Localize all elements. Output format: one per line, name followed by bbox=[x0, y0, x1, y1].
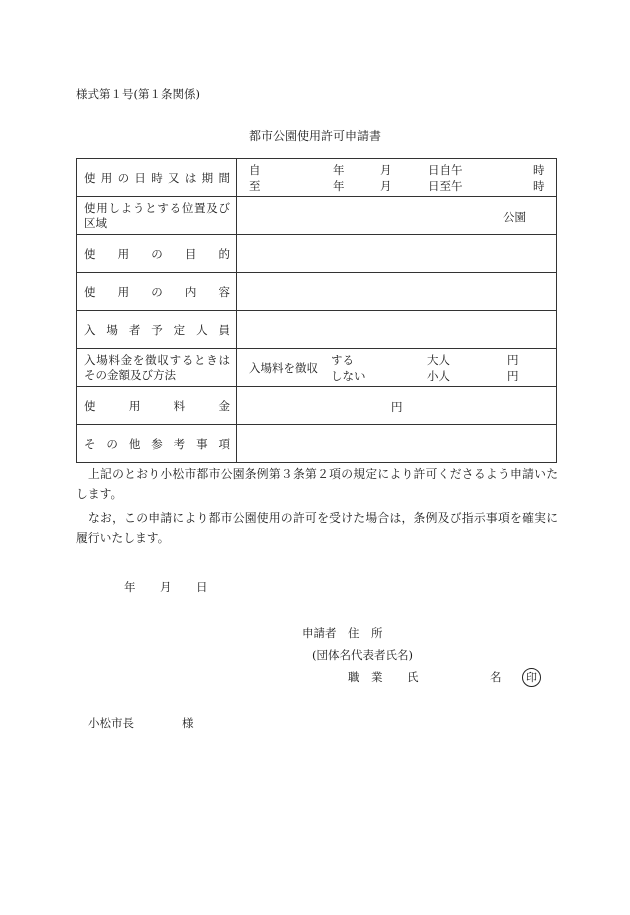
name-label-2: 名 bbox=[490, 670, 502, 684]
seal-mark: 印 bbox=[522, 668, 541, 687]
park-suffix: 公園 bbox=[503, 210, 526, 224]
year-to: 年 bbox=[333, 179, 345, 193]
name-label-1: 氏 bbox=[407, 670, 419, 684]
row-location bbox=[77, 197, 557, 235]
child-yen: 円 bbox=[507, 369, 519, 383]
compliance-paragraph: なお，この申請により都市公園使用の許可を受けた場合は，条例及び指示事項を確実に履行いたします。 bbox=[76, 511, 558, 545]
occupation-label: 職 業 bbox=[348, 670, 383, 684]
day-to: 日至午 bbox=[428, 179, 463, 193]
period-label: 使用の日時又は期間 bbox=[77, 159, 237, 197]
hour-to: 時 bbox=[533, 179, 545, 193]
date-year: 年 bbox=[124, 580, 136, 594]
purpose-label: 使用の目的 bbox=[77, 235, 237, 273]
fee-no-option[interactable]: しない bbox=[331, 369, 366, 383]
location-label: 使用しようとする位置及び区域 bbox=[77, 197, 237, 235]
fee-collect-inner-label: 入場料を徴収 bbox=[249, 361, 318, 375]
month-to: 月 bbox=[380, 179, 392, 193]
form-number: 様式第１号(第１条関係) bbox=[76, 87, 200, 101]
content-label: 使用の内容 bbox=[77, 273, 237, 311]
usage-fee-cell[interactable] bbox=[237, 387, 557, 425]
other-label: その他参考事項 bbox=[77, 425, 237, 463]
application-form-table bbox=[76, 158, 557, 463]
attendance-cell[interactable] bbox=[237, 311, 557, 349]
purpose-cell[interactable] bbox=[237, 235, 557, 273]
content-cell[interactable] bbox=[237, 273, 557, 311]
child-label: 小人 bbox=[427, 369, 450, 383]
day-from: 日自午 bbox=[428, 163, 463, 177]
addressee-mayor: 小松市長 bbox=[88, 716, 134, 730]
fee-collect-label: 入場料金を徴収するときはその金額及び方法 bbox=[77, 349, 237, 387]
location-cell[interactable] bbox=[237, 197, 557, 235]
document-title: 都市公園使用許可申請書 bbox=[248, 129, 381, 143]
month-from: 月 bbox=[380, 163, 392, 177]
row-attendance bbox=[77, 311, 557, 349]
fee-collect-cell[interactable] bbox=[237, 349, 557, 387]
usage-fee-label: 使用料金 bbox=[77, 387, 237, 425]
to-label: 至 bbox=[249, 179, 261, 193]
row-purpose bbox=[77, 235, 557, 273]
date-month: 月 bbox=[160, 580, 172, 594]
row-period bbox=[77, 159, 557, 197]
row-usage-fee bbox=[77, 387, 557, 425]
applicant-label: 申請者 bbox=[302, 626, 337, 640]
row-fee-collect bbox=[77, 349, 557, 387]
org-representative-label: (団体名代表者氏名) bbox=[312, 648, 413, 662]
hour-from: 時 bbox=[533, 163, 545, 177]
period-cell[interactable] bbox=[237, 159, 557, 197]
row-content bbox=[77, 273, 557, 311]
request-paragraph: 上記のとおり小松市都市公園条例第３条第２項の規定により許可くださるよう申請いたします。 bbox=[76, 467, 558, 501]
row-other bbox=[77, 425, 557, 463]
addressee-honorific: 様 bbox=[182, 716, 194, 730]
date-day: 日 bbox=[196, 580, 208, 594]
fee-yes-option[interactable]: する bbox=[331, 353, 354, 367]
year-from: 年 bbox=[333, 163, 345, 177]
attendance-label: 入場者予定人員 bbox=[77, 311, 237, 349]
usage-fee-yen: 円 bbox=[391, 400, 403, 414]
adult-yen: 円 bbox=[507, 353, 519, 367]
from-label: 自 bbox=[249, 163, 261, 177]
adult-label: 大人 bbox=[427, 353, 450, 367]
address-label: 住 所 bbox=[348, 626, 383, 640]
other-cell[interactable] bbox=[237, 425, 557, 463]
